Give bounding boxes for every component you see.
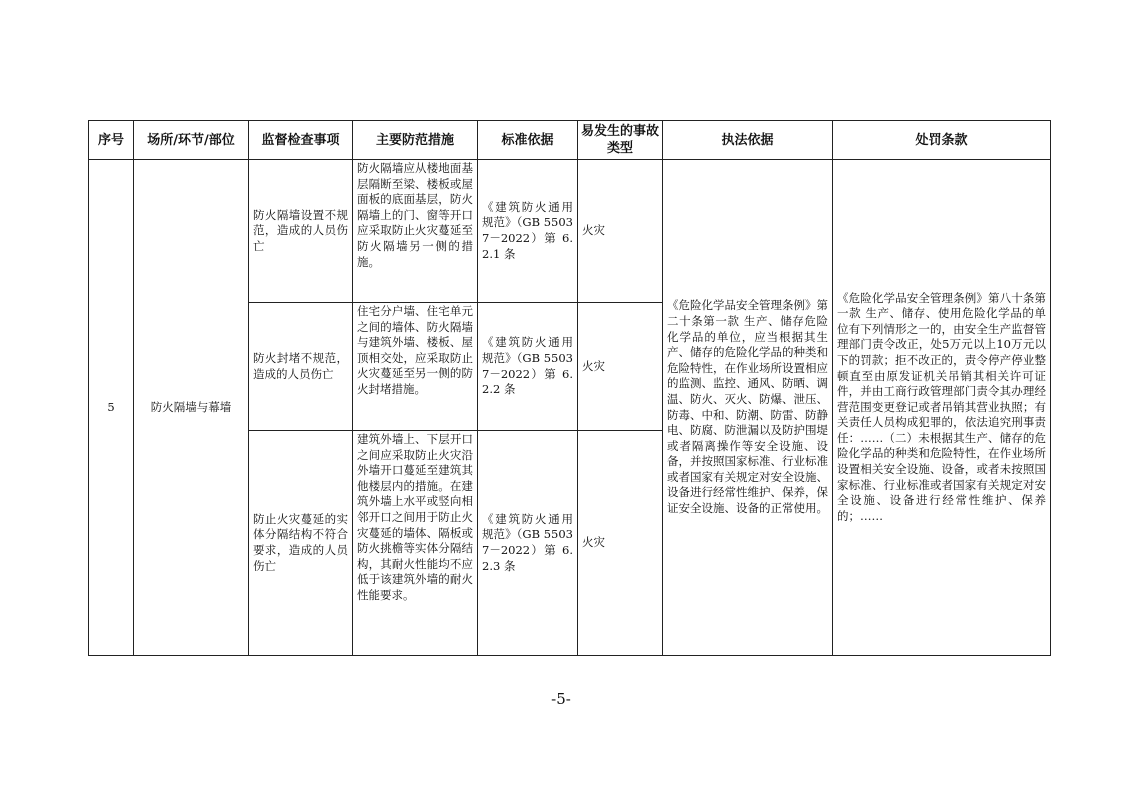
header-measures: 主要防范措施: [353, 121, 478, 160]
measures-cell: 住宅分户墙、住宅单元之间的墙体、防火隔墙与建筑外墙、楼板、屋顶相交处，应采取防止火灾蔓延至另一侧的防火封堵措施。: [353, 303, 478, 431]
item-cell: 防止火灾蔓延的实体分隔结构不符合要求，造成的人员伤亡: [249, 431, 353, 656]
header-place: 场所/环节/部位: [134, 121, 249, 160]
standard-cell: 《建筑防火通用规范》（GB 55037－2022）第 6.2.1 条: [478, 160, 578, 303]
law-cell: 《危险化学品安全管理条例》第二十条第一款 生产、储存危险化学品的单位，应当根据其生产、储存的危险化学品的种类和危险特性，在作业场所设置相应的监测、监控、通风、防晒、调温、防火、灭火、防爆、泄压、防毒、中和、防潮、防雷、防静电、防腐、防泄漏以及防护围堤或者隔离操作等安全设施、设备，并按照国家标准、行业标准或者国家有关规定对安全设施、设备进行经常性维护、保养，保证安全设施、设备的正常使用。: [663, 160, 833, 656]
item-cell: 防火封堵不规范，造成的人员伤亡: [249, 303, 353, 431]
table-row: [89, 160, 1051, 303]
accident-cell: 火灾: [578, 431, 663, 656]
header-seq: 序号: [89, 121, 134, 160]
place-cell: 防火隔墙与幕墙: [134, 160, 249, 656]
regulation-table: [88, 120, 1051, 656]
penalty-cell: 《危险化学品安全管理条例》第八十条第一款 生产、储存、使用危险化学品的单位有下列情形之一的，由安全生产监督管理部门责令改正，处5万元以上10万元以下的罚款；拒不改正的，责令停产停业整顿直至由原发证机关吊销其相关许可证件，并由工商行政管理部门责令其办理经营范围变更登记或者吊销其营业执照；有关责任人员构成犯罪的，依法追究刑事责任：……（二）未根据其生产、储存的危险化学品的种类和危险特性，在作业场所设置相关安全设施、设备，或者未按照国家标准、行业标准或者国家有关规定对安全设施、设备进行经常性维护、保养的；……: [833, 160, 1051, 656]
measures-cell: 防火隔墙应从楼地面基层隔断至梁、楼板或屋面板的底面基层，防火隔墙上的门、窗等开口应采取防止火灾蔓延至防火隔墙另一侧的措施。: [353, 160, 478, 303]
accident-cell: 火灾: [578, 303, 663, 431]
header-accident: 易发生的事故类型: [578, 121, 663, 160]
item-cell: 防火隔墙设置不规范，造成的人员伤亡: [249, 160, 353, 303]
header-penalty: 处罚条款: [833, 121, 1051, 160]
header-row: [89, 121, 1051, 160]
seq-cell: 5: [89, 160, 134, 656]
header-law: 执法依据: [663, 121, 833, 160]
header-standard: 标准依据: [478, 121, 578, 160]
header-item: 监督检查事项: [249, 121, 353, 160]
standard-cell: 《建筑防火通用规范》（GB 55037－2022）第 6.2.3 条: [478, 431, 578, 656]
accident-cell: 火灾: [578, 160, 663, 303]
page-number: -5-: [551, 690, 571, 708]
standard-cell: 《建筑防火通用规范》（GB 55037－2022）第 6.2.2 条: [478, 303, 578, 431]
measures-cell: 建筑外墙上、下层开口之间应采取防止火灾沿外墙开口蔓延至建筑其他楼层内的措施。在建筑外墙上水平或竖向相邻开口之间用于防止火灾蔓延的墙体、隔板或防火挑檐等实体分隔结构，其耐火性能均不应低于该建筑外墙的耐火性能要求。: [353, 431, 478, 656]
